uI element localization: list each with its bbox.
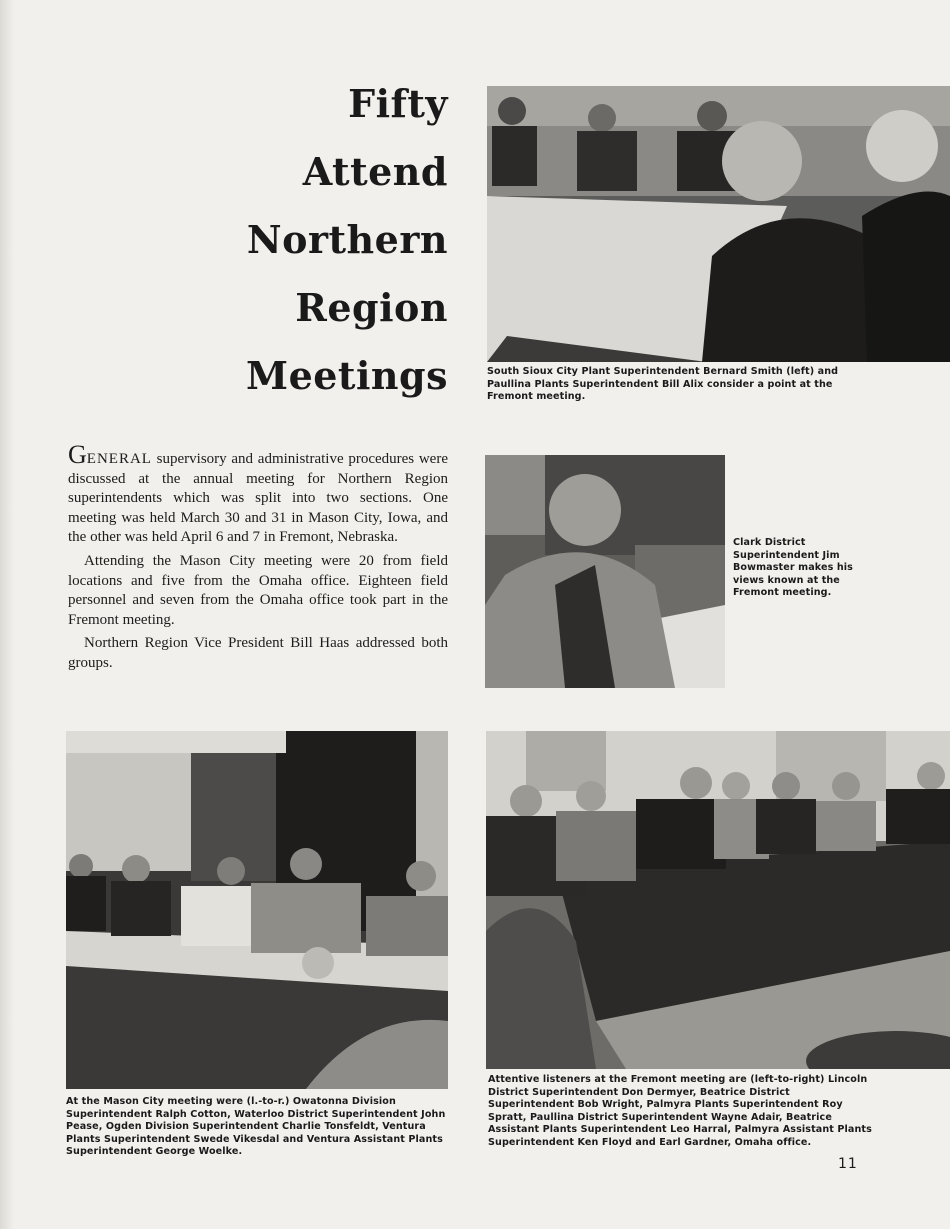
photo-mason-city-meeting	[66, 731, 448, 1089]
page-number: 11	[838, 1156, 858, 1172]
headline-line: Meetings	[246, 353, 448, 398]
photo-fremont-smith-alix	[487, 86, 950, 362]
page-binding-edge	[0, 0, 14, 1229]
headline-line: Fifty	[348, 81, 448, 126]
caption-middle-right: Clark District Superintendent Jim Bowmaster makes his views known at the Fremont meeting.	[733, 537, 853, 599]
headline-line: Northern	[246, 217, 448, 262]
photo-fremont-listeners	[486, 731, 950, 1069]
paragraph-3: Northern Region Vice President Bill Haas addressed both groups.	[68, 635, 448, 671]
lead-in: ENERAL	[86, 451, 152, 467]
caption-bottom-left: At the Mason City meeting were (l.-to-r.) Owatonna Division Superintendent Ralph Cotton, Waterloo District Superintendent John Pease, Ogden Division Superintendent Charlie Tonsfeldt, Ventura Plants Superintendent Swede Vikesdal and Ventura Assistant Plants Superintendent George Woelke.	[66, 1096, 446, 1158]
drop-cap: G	[68, 440, 87, 469]
photo-bowmaster	[485, 455, 725, 688]
caption-bottom-right: Attentive listeners at the Fremont meeting are (left-to-right) Lincoln District Superintendent Don Dermyer, Beatrice District Superintendent Bob Wright, Palmyra Plants Superintendent Roy Spratt, Paullina District Superintendent Wayne Adair, Beatrice Assistant Plants Superintendent Leo Harral, Palmyra Assistant Plants Superintendent Ken Floyd and Earl Gardner, Omaha office.	[488, 1074, 872, 1148]
paragraph-1-text: supervisory and administrative procedures were discussed at the annual meeting for Northern Region superintendents which was split into two sections. One meeting was held March 30 and 31 in Mason City, Iowa, and the other was held April 6 and 7 in Fremont, Nebraska.	[68, 451, 448, 546]
headline-line: Attend	[302, 149, 448, 194]
article-headline	[200, 70, 448, 410]
caption-top-right: South Sioux City Plant Superintendent Bernard Smith (left) and Paullina Plants Superintendent Bill Alix consider a point at the Fremont meeting.	[487, 366, 839, 403]
article-body	[68, 440, 448, 674]
headline-line: Region	[295, 285, 448, 330]
paragraph-1	[68, 440, 448, 548]
paragraph-2: Attending the Mason City meeting were 20 from field locations and five from the Omaha office. Eighteen field personnel and seven from the Omaha office took part in the Fremont meeting.	[68, 552, 448, 628]
